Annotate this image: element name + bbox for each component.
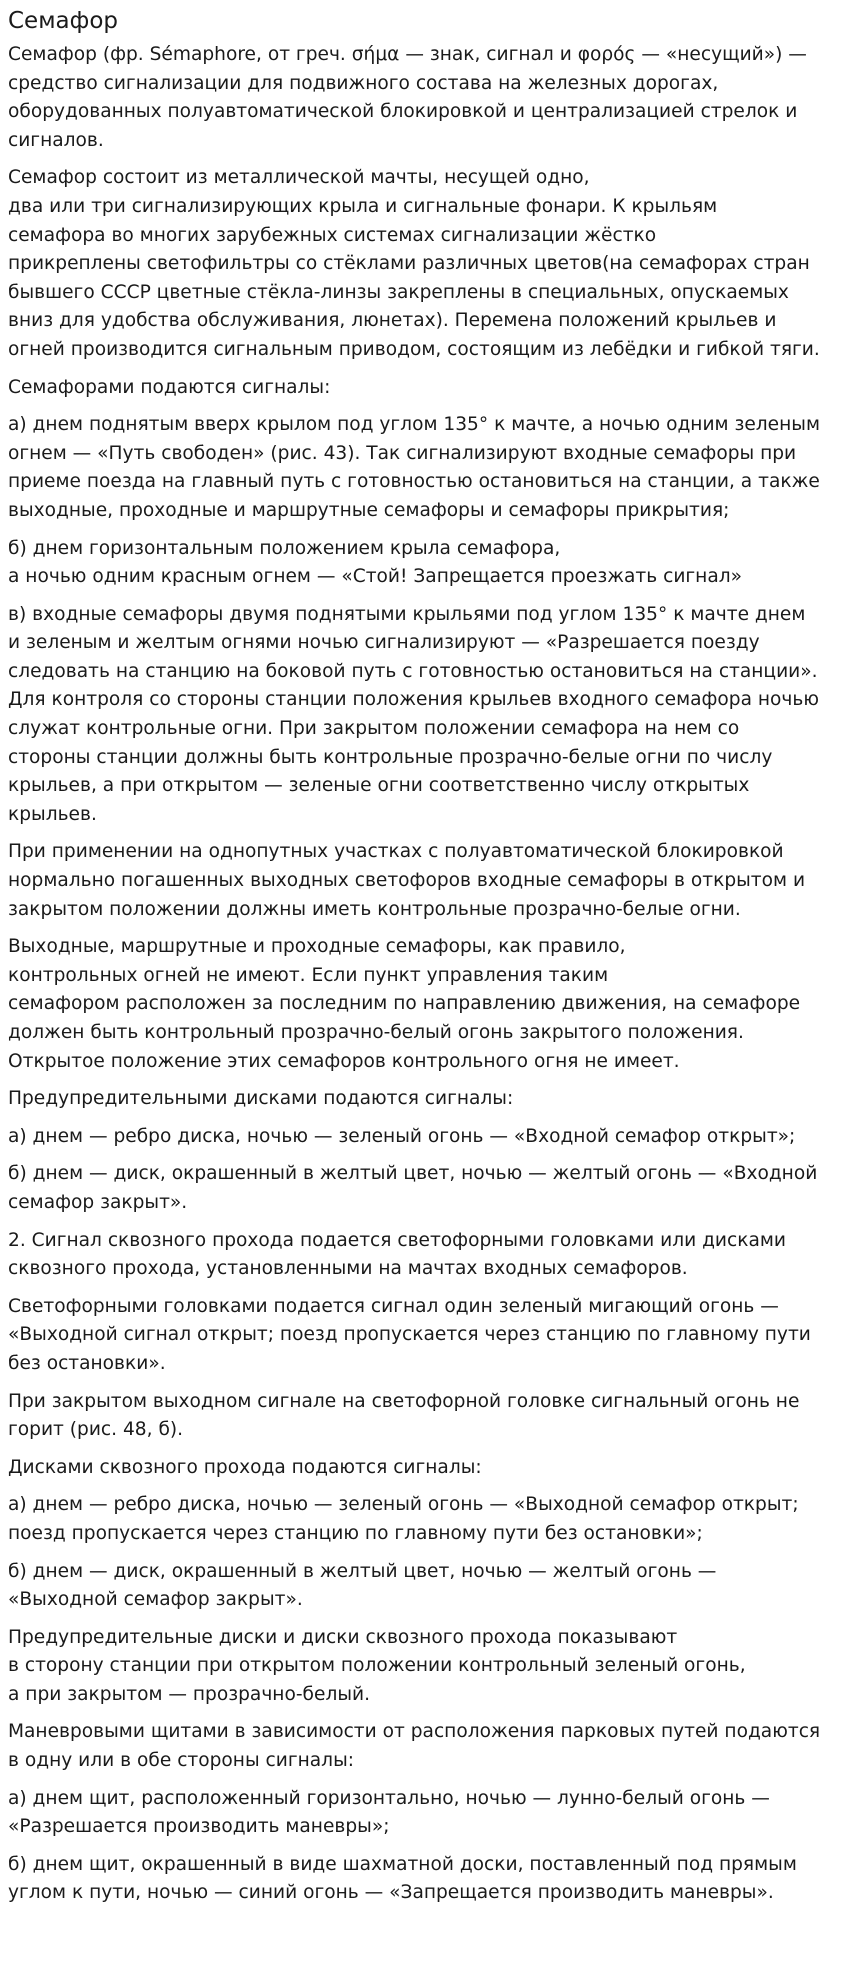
paragraph-shunting-b: б) днем щит, окрашенный в виде шахматной доски, поставленный под прямым углом к пути, ночью — синий огонь — «Запрещается производить маневры». — [8, 1853, 797, 1904]
paragraph-structure: Семафор состоит из металлической мачты, несущей одно, два или три сигнализирующих крыла и сигнальные фонари. К крыльям семафора во многих зарубежных системах сигнализации жёстко прикреплены светофильтры со стёклами различных цветов(на семафорах стран бывшего СССР цветные стёкла-линзы закреплены в специальных, опускаемых вниз для удобства обслуживания, люнетах). Перемена положений крыльев и огней производится сигнальным приводом, состоящим из лебёдки и гибкой тяги. — [8, 167, 820, 360]
paragraph-warning-disc-a: а) днем — ребро диска, ночью — зеленый огонь — «Входной семафор открыт»; — [8, 1125, 796, 1147]
paragraph-through-disc-a: а) днем — ребро диска, ночью — зеленый огонь — «Выходной семафор открыт; поезд пропускается через станцию по главному пути без остановки»; — [8, 1494, 799, 1544]
paragraph-closed-exit: При закрытом выходном сигнале на светофорной головке сигнальный огонь не горит (рис. 48, б). — [8, 1390, 800, 1441]
paragraph-warning-disc-b: б) днем — диск, окрашенный в желтый цвет, ночью — желтый огонь — «Входной семафор закрыт». — [8, 1163, 818, 1213]
paragraph-intro: Семафор (фр. Sémaphore, от греч. σήμα — знак, сигнал и φορός — «несущий») — средство сигнализации для подвижного состава на железных дорогах, оборудованных полуавтоматической блокировкой и централизацией стрелок и сигналов. — [8, 44, 807, 151]
paragraph-exit-semaphores: Выходные, маршрутные и проходные семафоры, как правило, контрольных огней не имеют. Если пункт управления таким семафором расположен за последним по направлению движения, на семафоре должен быть контрольный прозрачно-белый огонь закрытого положения. Открытое положение этих семафоров контрольного огня не имеет. — [8, 936, 801, 1072]
paragraph-control-lights: Предупредительные диски и диски сквозного прохода показывают в сторону станции при открытом положении контрольный зеленый огонь, а при закрытом — прозрачно-белый. — [8, 1626, 746, 1705]
paragraph-signal-a: а) днем поднятым вверх крылом под углом 135° к мачте, а ночью одним зеленым огнем — «Путь свободен» (рис. 43). Так сигнализируют входные семафоры при приеме поезда на главный путь с готовностью остановиться на станции, а также выходные, проходные и маршрутные семафоры и семафоры прикрытия; — [8, 414, 820, 521]
paragraph-through-discs-heading: Дисками сквозного прохода подаются сигналы: — [8, 1456, 482, 1478]
paragraph-signal-heads: Светофорными головками подается сигнал один зеленый мигающий огонь — «Выходной сигнал открыт; поезд пропускается через станцию по главному пути без остановки». — [8, 1295, 811, 1374]
paragraph-through-disc-b: б) днем — диск, окрашенный в желтый цвет, ночью — желтый огонь — «Выходной семафор закрыт». — [8, 1560, 717, 1611]
paragraph-through-passage: 2. Сигнал сквозного прохода подается светофорными головками или дисками сквозного прохода, установленными на мачтах входных семафоров. — [8, 1229, 786, 1280]
paragraph-signal-v: в) входные семафоры двумя поднятыми крыльями под углом 135° к мачте днем и зеленым и желтым огнями ночью сигнализируют — «Разрешается поезду следовать на станцию на боковой путь с готовностью остановиться на станции». Для контроля со стороны станции положения крыльев входного семафора ночью служат контрольные огни. При закрытом положении семафора на нем со стороны станции должны быть контрольные прозрачно-белые огни по числу крыльев, а при открытом — зеленые огни соответственно числу открытых крыльев. — [8, 603, 820, 825]
page-title: Семафор — [8, 8, 118, 34]
paragraph-shunting-a: а) днем щит, расположенный горизонтально, ночью — лунно-белый огонь — «Разрешается производить маневры»; — [8, 1787, 770, 1838]
paragraph-shunting-heading: Маневровыми щитами в зависимости от расположения парковых путей подаются в одну или в обе стороны сигналы: — [8, 1721, 821, 1772]
paragraph-signal-b: б) днем горизонтальным положением крыла семафора, а ночью одним красным огнем — «Стой! Запрещается проезжать сигнал» — [8, 537, 742, 588]
paragraph-single-track: При применении на однопутных участках с полуавтоматической блокировкой нормально погашенных выходных светофоров входные семафоры в открытом и закрытом положении должны иметь контрольные прозрачно-белые огни. — [8, 841, 806, 920]
paragraph-semaphore-signals-heading: Семафорами подаются сигналы: — [8, 376, 331, 398]
paragraph-warning-discs-heading: Предупредительными дисками подаются сигналы: — [8, 1088, 514, 1110]
